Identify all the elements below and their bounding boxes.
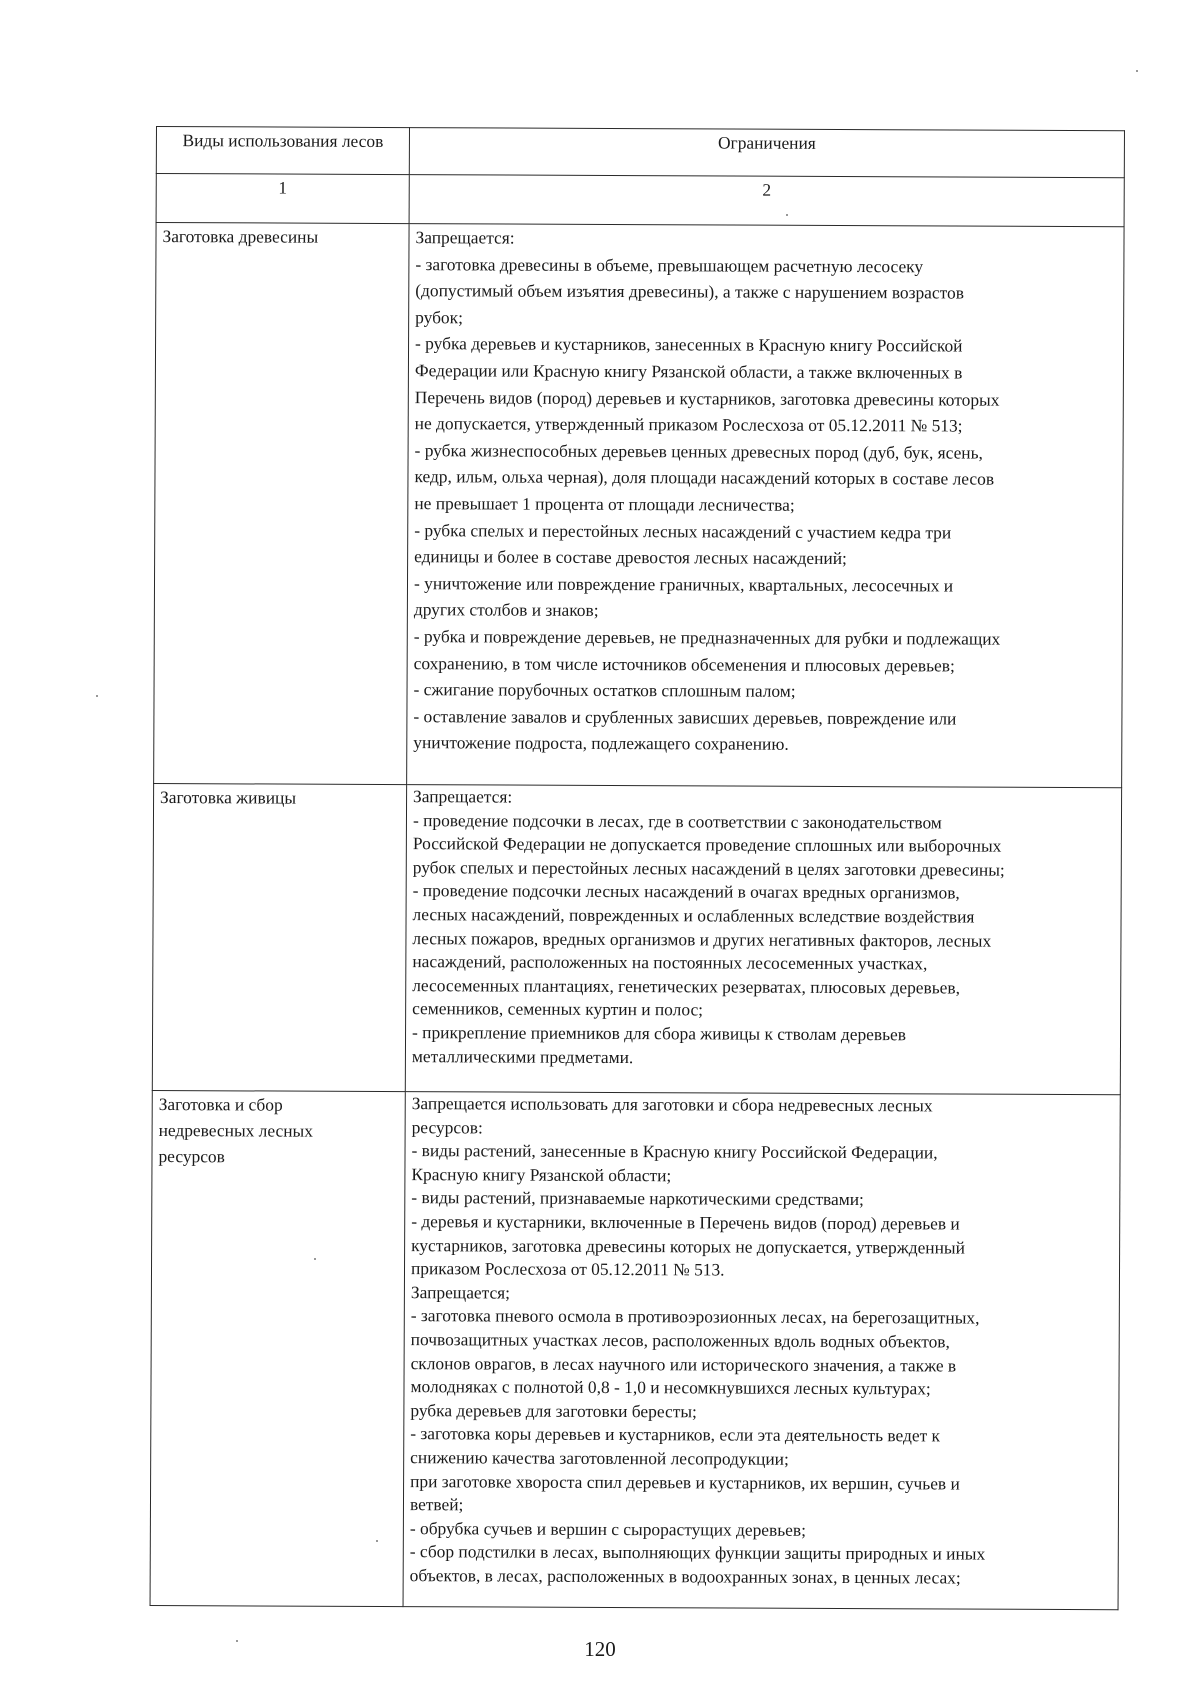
row-text-cell	[405, 785, 1121, 1095]
text-line: ветвей;	[409, 1494, 464, 1515]
text-line: - проведение подсочки в лесах, где в соответствии с законодательством	[412, 809, 942, 833]
table-row	[154, 223, 1124, 788]
text-line: лесосеменных плантациях, генетических резерватах, плюсовых деревьев,	[412, 974, 961, 998]
text-line: рубка деревьев для заготовки бересты;	[410, 1399, 697, 1422]
scan-speck	[376, 1540, 378, 1542]
text-line: - виды растений, занесенные в Красную книгу Российской Федерации,	[411, 1140, 938, 1163]
text-line: (допустимый объем изъятия древесины), а также с нарушением возрастов	[415, 280, 964, 303]
text-line: - рубка спелых и перестойных лесных насаждений с участием кедра три	[414, 519, 952, 543]
text-line: Красную книгу Рязанской области;	[411, 1163, 672, 1186]
text-line: Перечень видов (пород) деревьев и кустарников, заготовка древесины которых	[414, 386, 1000, 410]
text-line: - деревья и кустарники, включенные в Перечень видов (пород) деревьев и	[411, 1211, 960, 1234]
text-line: Запрещается:	[413, 786, 513, 807]
page-number: 120	[584, 1637, 616, 1661]
scan-speck	[314, 1258, 316, 1260]
row-label-cell	[150, 1090, 405, 1606]
text-line: других столбов и знаков;	[413, 599, 599, 621]
row-text-cell	[403, 1092, 1120, 1610]
text-line: склонов оврагов, в лесах научного или исторического значения, а также в	[410, 1352, 957, 1376]
text-line: - рубка и повреждение деревьев, не предназначенных для рубки и подлежащих	[413, 626, 1001, 649]
header-cell-usage-types: Виды использования лесов	[156, 127, 409, 175]
text-line: - обрубка сучьев и вершин с сырорастущих деревьев;	[409, 1517, 807, 1540]
text-line: - заготовка древесины в объеме, превышающем расчетную лесосеку	[415, 253, 924, 276]
table-row	[150, 1090, 1120, 1609]
text-line: не допускается, утвержденный приказом Рослесхоза от 05.12.2011 № 513;	[414, 413, 963, 436]
text-line: - прикрепление приемников для сбора живицы к стволам деревьев	[412, 1022, 907, 1045]
text-line: уничтожение подроста, подлежащего сохранению.	[413, 732, 789, 755]
row-label-cell	[154, 223, 409, 785]
text-line: - рубка деревьев и кустарников, занесенных в Красную книгу Российской	[415, 333, 963, 356]
text-line: - заготовка коры деревьев и кустарников, если эта деятельность ведет к	[410, 1423, 941, 1446]
text-line: Запрещается использовать для заготовки и сбора недревесных лесных	[411, 1093, 933, 1116]
text-line: Запрещается;	[410, 1281, 511, 1303]
row-label-cell	[152, 783, 406, 1091]
text-line: Федерации или Красную книгу Рязанской области, а также включенных в	[414, 360, 963, 383]
scan-speck	[96, 695, 98, 697]
row-label-line: Заготовка и сбор	[158, 1094, 283, 1115]
text-line: Российской Федерации не допускается проведение сплошных или выборочных	[412, 833, 1002, 856]
text-line: кедр, ильм, ольха черная), доля площади насаждений которых в составе лесов	[414, 466, 995, 490]
text-line: - виды растений, признаваемые наркотическими средствами;	[411, 1187, 864, 1210]
text-line: объектов, в лесах, расположенных в водоохранных зонах, в ценных лесах;	[409, 1564, 961, 1588]
text-line: лесных насаждений, поврежденных и ослабленных вследствие воздействия	[412, 904, 975, 927]
text-line: металлическими предметами.	[411, 1045, 634, 1067]
text-line: при заготовке хвороста спил деревьев и кустарников, их вершин, сучьев и	[410, 1470, 960, 1494]
scan-speck	[236, 1640, 238, 1642]
text-line: - уничтожение или повреждение граничных, квартальных, лесосечных и	[413, 572, 954, 596]
text-line: - заготовка пневого осмола в противоэрозионных лесах, на берегозащитных,	[410, 1305, 980, 1328]
text-line: - оставление завалов и срубленных зависших деревьев, повреждение или	[413, 705, 957, 729]
text-line: приказом Рослесхоза от 05.12.2011 № 513.	[410, 1258, 725, 1280]
text-line: насаждений, расположенных на постоянных лесосеменных участках,	[412, 951, 928, 974]
row-label-line: недревесных лесных	[158, 1120, 313, 1141]
text-line: кустарников, заготовка древесины которых не допускается, утвержденный	[411, 1234, 965, 1258]
scan-speck	[1136, 70, 1138, 72]
row-label-line: Заготовка древесины	[162, 226, 319, 247]
table-row	[152, 783, 1121, 1094]
text-line: лесных пожаров, вредных организмов и других негативных факторов, лесных	[412, 927, 992, 951]
text-line: почвозащитных участках лесов, расположенных вдоль водных объектов,	[410, 1329, 950, 1352]
text-line: не превышает 1 процента от площади лесничества;	[414, 493, 795, 515]
text-line: - проведение подсочки лесных насаждений в очагах вредных организмов,	[412, 880, 960, 903]
text-line: ресурсов:	[411, 1116, 483, 1138]
table-number-row	[156, 174, 1124, 227]
column-number-1: 1	[156, 174, 409, 224]
text-line: - рубка жизнеспособных деревьев ценных древесных пород (дуб, бук, ясень,	[414, 439, 983, 463]
text-line: молодняках с полнотой 0,8 - 1,0 и несомкнувшихся лесных культурах;	[410, 1376, 931, 1399]
row-label-line: Заготовка живицы	[160, 787, 297, 808]
table-header-row	[156, 127, 1124, 178]
text-line: рубок;	[415, 306, 463, 328]
text-line: снижению качества заготовленной лесопродукции;	[410, 1447, 789, 1469]
header-cell-restrictions: Ограничения	[409, 128, 1124, 178]
restrictions-table	[150, 126, 1125, 1610]
column-number-2: 2	[409, 175, 1124, 227]
row-label-line: ресурсов	[158, 1146, 225, 1167]
text-line: Запрещается:	[415, 227, 515, 248]
text-line: - сбор подстилки в лесах, выполняющих функции защиты природных и иных	[409, 1541, 986, 1564]
text-line: единицы и более в составе древостоя лесных насаждений;	[414, 546, 847, 569]
scan-speck	[786, 214, 788, 216]
row-text-cell	[407, 224, 1124, 788]
text-line: рубок спелых и перестойных лесных насаждений в целях заготовки древесины;	[412, 856, 1005, 880]
text-line: сохранению, в том числе источников обсеменения и плюсовых деревьев;	[413, 652, 955, 675]
text-line: семенников, семенных куртин и полос;	[412, 998, 704, 1020]
text-line: - сжигание порубочных остатков сплошным палом;	[413, 679, 796, 701]
